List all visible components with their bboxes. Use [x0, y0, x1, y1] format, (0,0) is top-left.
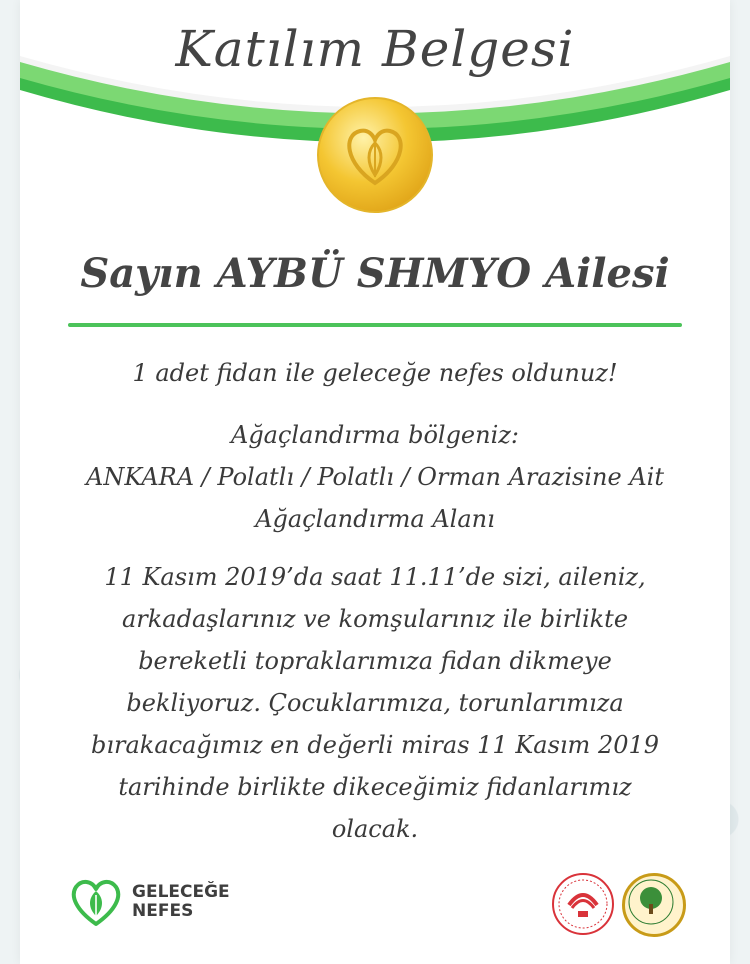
logo-line-2: NEFES: [132, 901, 194, 921]
red-seal-icon: [552, 873, 614, 935]
ogm-seal-icon: [622, 873, 686, 937]
gold-medal-icon: [315, 95, 435, 215]
certificate-title: Katılım Belgesi: [175, 20, 575, 78]
seedling-message: 1 adet fidan ile geleceğe nefes oldunuz!: [132, 359, 618, 387]
region-value: ANKARA / Polatlı / Polatlı / Orman Arazisine Ait Ağaçlandırma Alanı: [86, 463, 664, 533]
gelecege-nefes-logo: [68, 876, 230, 928]
invitation-text: 11 Kasım 2019’da saat 11.11’de sizi, aileniz, arkadaşlarınız ve komşularınız ile birlikte bereketli topraklarımıza fidan dikmeye bekliyoruz. Çocuklarımıza, torunlarımıza bırakacağımız en değerli miras 11 Kasım 2019 tarihinde birlikte dikeceğimiz fidanlarımız olacak.: [90, 563, 660, 843]
region-label: Ağaçlandırma bölgeniz:: [230, 421, 519, 449]
logo-line-1: GELECEĞE: [132, 882, 230, 902]
green-divider: [68, 323, 682, 327]
certificate-card: [20, 0, 730, 964]
heart-leaf-icon: [68, 876, 124, 928]
recipient-name: Sayın AYBÜ SHMYO Ailesi: [80, 250, 670, 297]
region-block: [60, 414, 690, 540]
